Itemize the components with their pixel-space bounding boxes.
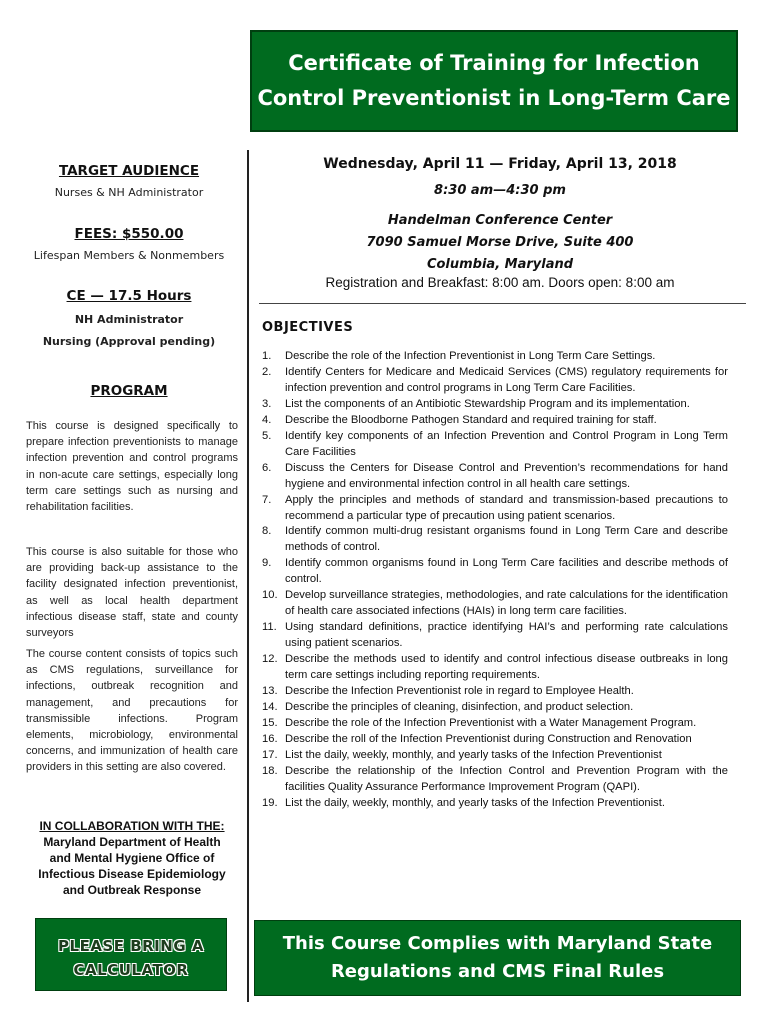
venue-city: Columbia, Maryland: [426, 257, 574, 272]
fees-section: [18, 226, 240, 262]
objective-item: 10. Develop surveillance strategies, methodologies, and rate calculations for the identification of health care associated infections (HAIs) in long term care facilities.: [262, 589, 728, 618]
title-banner: [250, 30, 738, 132]
event-time: 8:30 am—4:30 pm: [434, 183, 566, 198]
objective-item: 14. Describe the principles of cleaning, disinfection, and product selection.: [262, 700, 634, 713]
calculator-line-1: PLEASE BRING A: [58, 937, 204, 955]
objective-item: 18. Describe the relationship of the Infection Control and Prevention Program with the facilities Quality Assurance Performance Improvement Program (QAPI).: [262, 764, 728, 793]
title-line-1: Certificate of Training for Infection: [288, 51, 700, 75]
calculator-line-2: CALCULATOR: [73, 961, 189, 979]
objective-item: 6. Discuss the Centers for Disease Control and Prevention’s recommendations for hand hygiene and environmental infection control in all health care settings.: [262, 461, 728, 490]
program-paragraph-1: This course is designed specifically to prepare infection preventionists to manage infection prevention and control programs in non-acute care settings, especially long term care settings such as nursing and rehabilitation facilities.: [26, 420, 238, 514]
collaboration-line-3: Infectious Disease Epidemiology: [38, 867, 226, 881]
objective-item: 4. Describe the Bloodborne Pathogen Standard and required training for staff.: [262, 413, 657, 426]
event-venue: [255, 210, 745, 276]
collaboration-line-2: and Mental Hygiene Office of: [49, 851, 215, 865]
fees-text: Lifespan Members & Nonmembers: [33, 249, 225, 262]
ce-item-nursing: Nursing (Approval pending): [42, 335, 216, 348]
event-dates: Wednesday, April 11 — Friday, April 13, 2018: [323, 156, 677, 172]
target-audience-section: [18, 163, 240, 199]
objective-item: 16. Describe the roll of the Infection Preventionist during Construction and Renovation: [262, 732, 692, 745]
objective-item: 11. Using standard definitions, practice identifying HAI’s and performing rate calculations using patient scenarios.: [262, 621, 728, 650]
objective-item: 13. Describe the Infection Preventionist role in regard to Employee Health.: [262, 685, 634, 698]
collaboration-heading: IN COLLABORATION WITH THE:: [39, 819, 225, 833]
compliance-banner: [254, 920, 741, 996]
calculator-notice: [35, 918, 227, 991]
objectives-heading: OBJECTIVES: [262, 320, 354, 335]
target-audience-heading: TARGET AUDIENCE: [58, 163, 200, 179]
fees-heading: FEES: $550.00: [74, 226, 184, 242]
title-line-2: Control Preventionist in Long-Term Care: [257, 86, 731, 110]
objective-item: 17. List the daily, weekly, monthly, and yearly tasks of the Infection Preventionist: [262, 748, 662, 761]
objectives-list: [262, 349, 728, 812]
objective-item: 1. Describe the role of the Infection Preventionist in Long Term Care Settings.: [262, 350, 656, 362]
venue-address: 7090 Samuel Morse Drive, Suite 400: [366, 235, 634, 250]
compliance-line-2: Regulations and CMS Final Rules: [330, 961, 665, 982]
program-heading: PROGRAM: [90, 383, 168, 399]
objective-item: 15. Describe the role of the Infection Preventionist with a Water Management Program.: [262, 716, 697, 729]
collaboration-section: [26, 818, 238, 898]
registration-info: Registration and Breakfast: 8:00 am. Doors open: 8:00 am: [325, 275, 675, 290]
objective-item: 9. Identify common organisms found in Long Term Care facilities and describe methods of control.: [262, 557, 728, 586]
collaboration-line-4: and Outbreak Response: [62, 883, 202, 897]
objective-item: 5. Identify key components of an Infection Prevention and Control Program in Long Term Care Facilities: [262, 429, 728, 458]
objective-item: 8. Identify common multi-drug resistant organisms found in Long Term Care and describe methods of control.: [262, 525, 728, 554]
objective-item: 19. List the daily, weekly, monthly, and yearly tasks of the Infection Preventionist.: [262, 796, 665, 809]
collaboration-line-1: Maryland Department of Health: [43, 835, 221, 849]
section-divider: [259, 303, 746, 304]
objective-item: 7. Apply the principles and methods of standard and transmission-based precautions to recommend a particular type of precaution using patient scenarios.: [262, 493, 728, 522]
compliance-line-1: This Course Complies with Maryland State: [282, 933, 713, 954]
ce-item-nh: NH Administrator: [74, 313, 184, 326]
objective-item: 12. Describe the methods used to identify and control infectious disease outbreaks in long term care settings including reporting requirements.: [262, 653, 728, 682]
column-divider: [247, 150, 249, 1002]
program-paragraph-2: This course is also suitable for those who are providing back-up assistance to the facility designated infection preventionist, as well as local health department infectious disease staff, state and county surveyors: [26, 546, 238, 640]
ce-section: [18, 288, 240, 348]
objective-item: 2. Identify Centers for Medicare and Medicaid Services (CMS) regulatory requirements for infection prevention and control programs in Long Term Care Facilities.: [262, 365, 728, 394]
objective-item: 3. List the components of an Antibiotic Stewardship Program and its implementation.: [262, 397, 690, 410]
target-audience-text: Nurses & NH Administrator: [54, 186, 204, 199]
ce-heading: CE — 17.5 Hours: [66, 288, 192, 304]
program-paragraph-3: The course content consists of topics such as CMS regulations, surveillance for infections, outbreak recognition and management, and precautions for transmissible infections. Program elements, microbiology, environmental concerns, and immunization of health care providers in this setting are also covered.: [26, 648, 238, 774]
program-section: [18, 383, 240, 399]
venue-name: Handelman Conference Center: [387, 213, 613, 228]
